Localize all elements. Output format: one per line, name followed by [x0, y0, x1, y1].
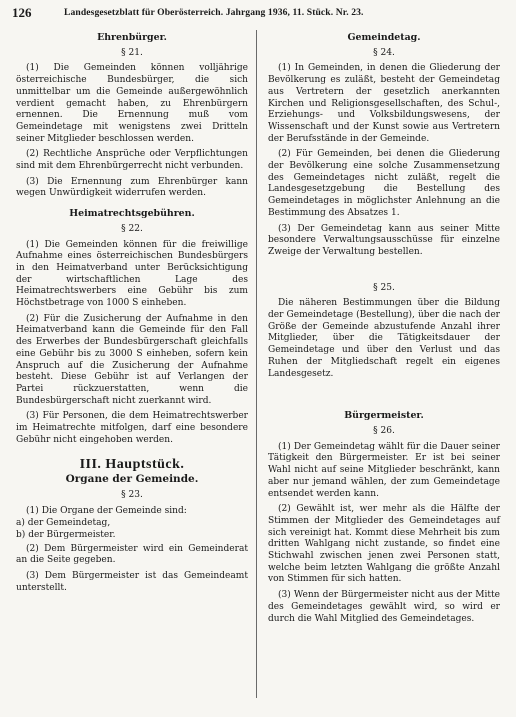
- section-24-paragraph-1: (1) In Gemeinden, in denen die Gliederung der Bevölkerung es zuläßt, besteht der Gemeindetag aus Vertretern der gesetzlich anerkannten Kirchen und Religionsgesellschaften, des Schul-, Erziehungs- und Volksbildungswesens, der Wissenschaft und der Kunst sowie aus Vertretern der Berufsstände in der Gemeinde.: [268, 63, 500, 144]
- right-column: [268, 30, 500, 629]
- section-22-paragraph-3: (3) Für Personen, die dem Heimatrechtswerber im Heimatrechte mitfolgen, darf eine besondere Gebühr nicht eingehoben werden.: [16, 411, 248, 445]
- chapter-heading: III. Hauptstück.: [79, 456, 185, 472]
- running-title: Landesgesetzblatt für Oberösterreich. Jahrgang 1936, 11. Stück. Nr. 23.: [64, 7, 364, 18]
- section-24-title: Gemeindetag.: [347, 32, 421, 43]
- section-22-paragraph-2: (2) Für die Zusicherung der Aufnahme in den Heimatverband kann die Gemeinde für den Fall des Erwerbes der Bundesbürgerschaft gleichfalls eine Gebühr bis zu 3000 S einheben, sofern kein Anspruch auf die Zusicherung der Aufnahme besteht. Diese Gebühr ist auf Verlangen der Partei rückzuerstatten, wenn die Bundesbürgerschaft nicht zuerkannt wird.: [16, 313, 248, 406]
- section-26-paragraph-3: (3) Wenn der Bürgermeister nicht aus der Mitte des Gemeindetages gewählt wird, so wird er durch die Wahl Mitglied des Gemeindetages.: [268, 590, 500, 624]
- section-21-paragraph-2: (2) Rechtliche Ansprüche oder Verpflichtungen sind mit dem Ehrenbürgerrecht nicht verbunden.: [16, 149, 248, 172]
- list-item: b) der Bürgermeister.: [16, 530, 116, 541]
- section-23-paragraph-3: (3) Dem Bürgermeister ist das Gemeindeamt unterstellt.: [16, 571, 248, 593]
- section-26-title: Bürgermeister.: [344, 410, 424, 422]
- organ-list: [16, 518, 248, 541]
- section-22-paragraph-1: (1) Die Gemeinden können für die freiwillige Aufnahme eines österreichischen Bundesbürgers in den Heimatverband unter Berücksichtigung der wirtschaftlichen Lage des Heimatrechtswerbers eine Gebühr bis zum Höchstbetrage von 1000 S einheben.: [16, 239, 248, 309]
- section-21-title: Ehrenbürger.: [97, 32, 167, 43]
- column-divider: [256, 30, 257, 698]
- section-21-paragraph-1: (1) Die Gemeinden können volljährige österreichische Bundesbürger, die sich unmittelbar um die Gemeinde außergewöhnlich verdient gemacht haben, zu Ehrenbürgern ernennen. Die Ernennung muß vom Gemeindetage mit wenigstens zwei Dritteln seiner Mitglieder beschlossen werden.: [16, 63, 248, 144]
- section-24-paragraph-3: (3) Der Gemeindetag kann aus seiner Mitte besondere Verwaltungsausschüsse für einzelne Zweige der Verwaltung bestellen.: [268, 223, 500, 257]
- section-24-paragraph-2: (2) Für Gemeinden, bei denen die Gliederung der Bevölkerung eine solche Zusammensetzung des Gemeindetages nicht zuläßt, regelt die Landesgesetzgebung die Bestellung des Gemeindetages in möglichster Anlehnung an die Bestimmung des Absatzes 1.: [268, 149, 500, 218]
- left-column: [16, 30, 248, 599]
- section-21-paragraph-3: (3) Die Ernennung zum Ehrenbürger kann wegen Unwürdigkeit widerrufen werden.: [16, 176, 248, 199]
- spacer: [268, 263, 500, 283]
- section-23-paragraph-1: (1) Die Organe der Gemeinde sind:: [26, 505, 187, 516]
- section-25-paragraph-1: Die näheren Bestimmungen über die Bildung der Gemeindetage (Bestellung), über die nach der Größe der Gemeinde abzustufende Anzahl ihrer Mitglieder, über die Tätigkeitsdauer der Gemeindetage und über den Verlust und das Ruhen der Mitgliedschaft regelt ein eigenes Landesgesetz.: [268, 298, 500, 379]
- section-23-number: § 23.: [121, 489, 143, 500]
- section-22-title: Heimatrechtsgebühren.: [69, 208, 195, 220]
- section-25-number: § 25.: [373, 282, 395, 293]
- spacer: [268, 384, 500, 408]
- list-item: a) der Gemeindetag,: [16, 518, 111, 529]
- chapter-subtitle: Organe der Gemeinde.: [65, 473, 199, 486]
- page-header: [0, 0, 516, 22]
- page-number: 126: [12, 5, 32, 20]
- section-23-paragraph-2: (2) Dem Bürgermeister wird ein Gemeinderat an die Seite gegeben.: [16, 543, 248, 566]
- section-22-number: § 22.: [121, 223, 143, 234]
- section-24-number: § 24.: [373, 47, 395, 58]
- section-26-number: § 26.: [373, 425, 395, 436]
- section-26-paragraph-1: (1) Der Gemeindetag wählt für die Dauer seiner Tätigkeit den Bürgermeister. Er ist bei seiner Wahl nicht auf seine Mitglieder beschränkt, kann aber nur jemand wählen, der zum Gemeindetage entsendet werden kann.: [268, 441, 500, 499]
- section-26-paragraph-2: (2) Gewählt ist, wer mehr als die Hälfte der Stimmen der Mitglieder des Gemeindetages auf sich vereinigt hat. Kommt diese Mehrheit bis zum dritten Wahlgang nicht zustande, so findet eine Stichwahl zwischen jenen zwei Personen statt, welche beim letzten Wahlgang die größte Anzahl von Stimmen für sich hatten.: [268, 504, 500, 585]
- section-21-number: § 21.: [121, 47, 143, 58]
